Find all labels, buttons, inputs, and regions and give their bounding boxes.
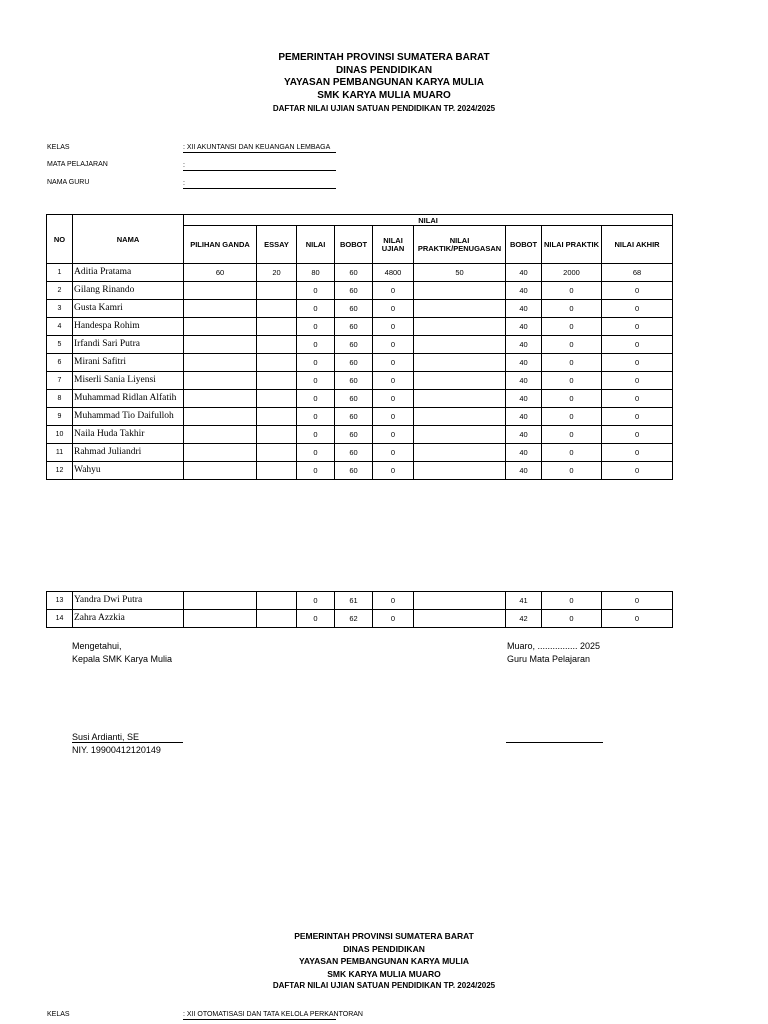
praktik-cell	[414, 318, 506, 336]
bobot-cell: 60	[335, 300, 373, 318]
pilihan-ganda-cell	[184, 444, 257, 462]
bobot-praktik-cell: 40	[506, 408, 542, 426]
bobot-cell: 60	[335, 336, 373, 354]
bobot-cell: 60	[335, 408, 373, 426]
table-row	[47, 354, 673, 372]
row-no: 8	[47, 390, 73, 408]
essay-cell	[257, 336, 297, 354]
nilai-cell: 0	[297, 444, 335, 462]
student-name: Zahra Azzkia	[73, 610, 184, 628]
nilai-ujian-cell: 0	[373, 408, 414, 426]
nilai-praktik-cell: 0	[542, 318, 602, 336]
table-row	[47, 444, 673, 462]
kelas-value: : XII AKUNTANSI DAN KEUANGAN LEMBAGA	[183, 143, 336, 153]
header-subtitle: DAFTAR NILAI UJIAN SATUAN PENDIDIKAN TP. 2024/2025	[272, 104, 496, 113]
essay-cell	[257, 372, 297, 390]
bobot-praktik-cell: 40	[506, 336, 542, 354]
student-name: Mirani Safitri	[73, 354, 184, 372]
essay-cell	[257, 444, 297, 462]
nilai-ujian-cell: 0	[373, 282, 414, 300]
nilai-cell: 0	[297, 300, 335, 318]
sig-principal-line	[72, 742, 183, 743]
bobot-praktik-cell: 40	[506, 372, 542, 390]
pilihan-ganda-cell	[184, 390, 257, 408]
nilai-ujian-cell: 0	[373, 592, 414, 610]
student-name: Handespa Rohim	[73, 318, 184, 336]
nilai-ujian-cell: 0	[373, 354, 414, 372]
nilai-akhir-cell: 0	[602, 592, 673, 610]
bobot-praktik-cell: 40	[506, 282, 542, 300]
pilihan-ganda-cell	[184, 462, 257, 480]
bobot-praktik-cell: 40	[506, 354, 542, 372]
pilihan-ganda-cell	[184, 282, 257, 300]
nilai-akhir-cell: 0	[602, 426, 673, 444]
nilai-akhir-cell: 0	[602, 408, 673, 426]
bobot-praktik-cell: 40	[506, 426, 542, 444]
student-name: Naila Huda Takhir	[73, 426, 184, 444]
col-header-nama: NAMA	[73, 215, 184, 264]
nilai-praktik-cell: 0	[542, 372, 602, 390]
table-row	[47, 592, 673, 610]
table-row	[47, 264, 673, 282]
grade-table-continued	[46, 591, 673, 628]
bobot-cell: 60	[335, 444, 373, 462]
pilihan-ganda-cell	[184, 610, 257, 628]
bobot-praktik-cell: 40	[506, 444, 542, 462]
nilai-cell: 0	[297, 336, 335, 354]
student-name: Muhammad Tio Daifulloh	[73, 408, 184, 426]
header-line-school: SMK KARYA MULIA MUARO	[317, 89, 451, 101]
signature-right	[507, 640, 600, 666]
pilihan-ganda-cell	[184, 426, 257, 444]
nilai-akhir-cell: 68	[602, 264, 673, 282]
sig-kepala-sekolah: Kepala SMK Karya Mulia	[72, 654, 173, 664]
sig-mengetahui: Mengetahui,	[72, 641, 122, 651]
nilai-cell: 0	[297, 610, 335, 628]
pilihan-ganda-cell	[184, 318, 257, 336]
col-header-nilai-praktik-penugasan: NILAI PRAKTIK/PENUGASAN	[414, 226, 506, 264]
essay-cell	[257, 300, 297, 318]
student-name: Irfandi Sari Putra	[73, 336, 184, 354]
nilai-ujian-cell: 0	[373, 462, 414, 480]
col-header-pilihan-ganda: PILIHAN GANDA	[184, 226, 257, 264]
row-no: 9	[47, 408, 73, 426]
pilihan-ganda-cell: 60	[184, 264, 257, 282]
essay-cell	[257, 592, 297, 610]
nilai-cell: 0	[297, 426, 335, 444]
nilai-praktik-cell: 0	[542, 282, 602, 300]
pilihan-ganda-cell	[184, 300, 257, 318]
table-row	[47, 390, 673, 408]
bobot-praktik-cell: 40	[506, 462, 542, 480]
col-header-no: NO	[47, 215, 73, 264]
table-row	[47, 408, 673, 426]
pilihan-ganda-cell	[184, 354, 257, 372]
row-no: 4	[47, 318, 73, 336]
pilihan-ganda-cell	[184, 336, 257, 354]
praktik-cell	[414, 592, 506, 610]
bobot-praktik-cell: 40	[506, 390, 542, 408]
nilai-akhir-cell: 0	[602, 610, 673, 628]
essay-cell	[257, 426, 297, 444]
bobot-praktik-cell: 41	[506, 592, 542, 610]
nilai-cell: 0	[297, 318, 335, 336]
table-row	[47, 426, 673, 444]
student-name: Wahyu	[73, 462, 184, 480]
nilai-akhir-cell: 0	[602, 336, 673, 354]
col-header-bobot-praktik: BOBOT	[506, 226, 542, 264]
header2-line-province: PEMERINTAH PROVINSI SUMATERA BARAT	[294, 931, 474, 941]
nilai-ujian-cell: 0	[373, 300, 414, 318]
nilai-akhir-cell: 0	[602, 372, 673, 390]
row-no: 6	[47, 354, 73, 372]
praktik-cell	[414, 336, 506, 354]
essay-cell	[257, 462, 297, 480]
nilai-ujian-cell: 4800	[373, 264, 414, 282]
guru-label: NAMA GURU	[47, 179, 90, 186]
student-name: Aditia Pratama	[73, 264, 184, 282]
bobot-cell: 60	[335, 390, 373, 408]
praktik-cell	[414, 300, 506, 318]
nilai-akhir-cell: 0	[602, 318, 673, 336]
nilai-cell: 80	[297, 264, 335, 282]
header2-line-school: SMK KARYA MULIA MUARO	[327, 968, 441, 979]
nilai-cell: 0	[297, 462, 335, 480]
row-no: 1	[47, 264, 73, 282]
nilai-akhir-cell: 0	[602, 390, 673, 408]
col-header-nilai-praktik: NILAI PRAKTIK	[542, 226, 602, 264]
header-line-yayasan: YAYASAN PEMBANGUNAN KARYA MULIA	[283, 77, 485, 88]
col-header-bobot: BOBOT	[335, 226, 373, 264]
praktik-cell	[414, 372, 506, 390]
nilai-praktik-cell: 0	[542, 444, 602, 462]
sig-teacher-line	[506, 742, 603, 743]
row-no: 5	[47, 336, 73, 354]
nilai-akhir-cell: 0	[602, 444, 673, 462]
table-row	[47, 282, 673, 300]
sig-principal-name: Susi Ardianti, SE	[72, 732, 140, 742]
student-name: Gilang Rinando	[73, 282, 184, 300]
nilai-praktik-cell: 0	[542, 336, 602, 354]
signature-left	[72, 640, 172, 666]
bobot-praktik-cell: 40	[506, 300, 542, 318]
essay-cell: 20	[257, 264, 297, 282]
nilai-cell: 0	[297, 282, 335, 300]
student-name: Miserli Sania Liyensi	[73, 372, 184, 390]
guru-value: :	[183, 179, 336, 189]
pilihan-ganda-cell	[184, 408, 257, 426]
bobot-cell: 60	[335, 354, 373, 372]
nilai-ujian-cell: 0	[373, 318, 414, 336]
student-name: Yandra Dwi Putra	[73, 592, 184, 610]
pilihan-ganda-cell	[184, 372, 257, 390]
sig-principal-niy: NIY. 19900412120149	[72, 745, 161, 755]
kelas-label: KELAS	[47, 144, 70, 151]
header2-subtitle: DAFTAR NILAI UJIAN SATUAN PENDIDIKAN TP. 2024/2025	[272, 981, 496, 990]
row-no: 14	[47, 610, 73, 628]
table-row	[47, 372, 673, 390]
nilai-cell: 0	[297, 408, 335, 426]
row-no: 11	[47, 444, 73, 462]
nilai-praktik-cell: 0	[542, 592, 602, 610]
nilai-ujian-cell: 0	[373, 372, 414, 390]
bobot-cell: 60	[335, 462, 373, 480]
nilai-praktik-cell: 2000	[542, 264, 602, 282]
student-name: Gusta Kamri	[73, 300, 184, 318]
row-no: 3	[47, 300, 73, 318]
bobot-cell: 60	[335, 282, 373, 300]
nilai-praktik-cell: 0	[542, 408, 602, 426]
nilai-praktik-cell: 0	[542, 610, 602, 628]
col-header-nilai-akhir: NILAI AKHIR	[602, 226, 673, 264]
nilai-ujian-cell: 0	[373, 426, 414, 444]
bobot-cell: 62	[335, 610, 373, 628]
mapel-label: MATA PELAJARAN	[47, 161, 108, 168]
bobot-cell: 60	[335, 426, 373, 444]
praktik-cell	[414, 462, 506, 480]
document-header-2	[0, 930, 768, 993]
bobot-cell: 61	[335, 592, 373, 610]
student-name: Rahmad Juliandri	[73, 444, 184, 462]
sig-guru-mapel: Guru Mata Pelajaran	[507, 654, 591, 664]
col-header-nilai: NILAI	[297, 226, 335, 264]
header-line-dinas: DINAS PENDIDIKAN	[335, 64, 433, 76]
header2-line-dinas: DINAS PENDIDIKAN	[343, 943, 425, 954]
sig-place-date: Muaro, ................ 2025	[507, 641, 601, 651]
nilai-praktik-cell: 0	[542, 462, 602, 480]
col-header-nilai-ujian: NILAI UJIAN	[373, 226, 414, 264]
table-row	[47, 318, 673, 336]
student-name: Muhammad Ridlan Alfatih	[73, 390, 184, 408]
row-no: 12	[47, 462, 73, 480]
row-no: 2	[47, 282, 73, 300]
bobot-praktik-cell: 40	[506, 264, 542, 282]
table-row	[47, 336, 673, 354]
bobot-cell: 60	[335, 318, 373, 336]
row-no: 7	[47, 372, 73, 390]
praktik-cell	[414, 444, 506, 462]
table-row	[47, 610, 673, 628]
praktik-cell	[414, 354, 506, 372]
nilai-ujian-cell: 0	[373, 390, 414, 408]
essay-cell	[257, 354, 297, 372]
praktik-cell: 50	[414, 264, 506, 282]
nilai-ujian-cell: 0	[373, 444, 414, 462]
essay-cell	[257, 390, 297, 408]
nilai-cell: 0	[297, 592, 335, 610]
document-header	[0, 52, 768, 116]
nilai-ujian-cell: 0	[373, 610, 414, 628]
nilai-cell: 0	[297, 390, 335, 408]
nilai-akhir-cell: 0	[602, 462, 673, 480]
bobot-praktik-cell: 40	[506, 318, 542, 336]
col-header-nilai-group: NILAI	[184, 215, 673, 226]
mapel-value: :	[183, 161, 336, 171]
nilai-ujian-cell: 0	[373, 336, 414, 354]
essay-cell	[257, 318, 297, 336]
nilai-praktik-cell: 0	[542, 354, 602, 372]
bobot-cell: 60	[335, 372, 373, 390]
kelas-value-2: : XII OTOMATISASI DAN TATA KELOLA PERKANTORAN	[183, 1011, 363, 1018]
bobot-praktik-cell: 42	[506, 610, 542, 628]
bobot-cell: 60	[335, 264, 373, 282]
grade-table	[46, 214, 673, 480]
nilai-praktik-cell: 0	[542, 390, 602, 408]
table-row	[47, 462, 673, 480]
table-row	[47, 300, 673, 318]
nilai-praktik-cell: 0	[542, 426, 602, 444]
nilai-cell: 0	[297, 354, 335, 372]
praktik-cell	[414, 408, 506, 426]
essay-cell	[257, 408, 297, 426]
nilai-akhir-cell: 0	[602, 282, 673, 300]
header-line-province: PEMERINTAH PROVINSI SUMATERA BARAT	[278, 52, 490, 63]
header2-line-yayasan: YAYASAN PEMBANGUNAN KARYA MULIA	[298, 956, 470, 966]
essay-cell	[257, 610, 297, 628]
praktik-cell	[414, 426, 506, 444]
nilai-akhir-cell: 0	[602, 354, 673, 372]
nilai-praktik-cell: 0	[542, 300, 602, 318]
praktik-cell	[414, 610, 506, 628]
pilihan-ganda-cell	[184, 592, 257, 610]
praktik-cell	[414, 282, 506, 300]
praktik-cell	[414, 390, 506, 408]
essay-cell	[257, 282, 297, 300]
nilai-akhir-cell: 0	[602, 300, 673, 318]
row-no: 13	[47, 592, 73, 610]
nilai-cell: 0	[297, 372, 335, 390]
row-no: 10	[47, 426, 73, 444]
col-header-essay: ESSAY	[257, 226, 297, 264]
kelas-label-2: KELAS	[47, 1011, 70, 1018]
